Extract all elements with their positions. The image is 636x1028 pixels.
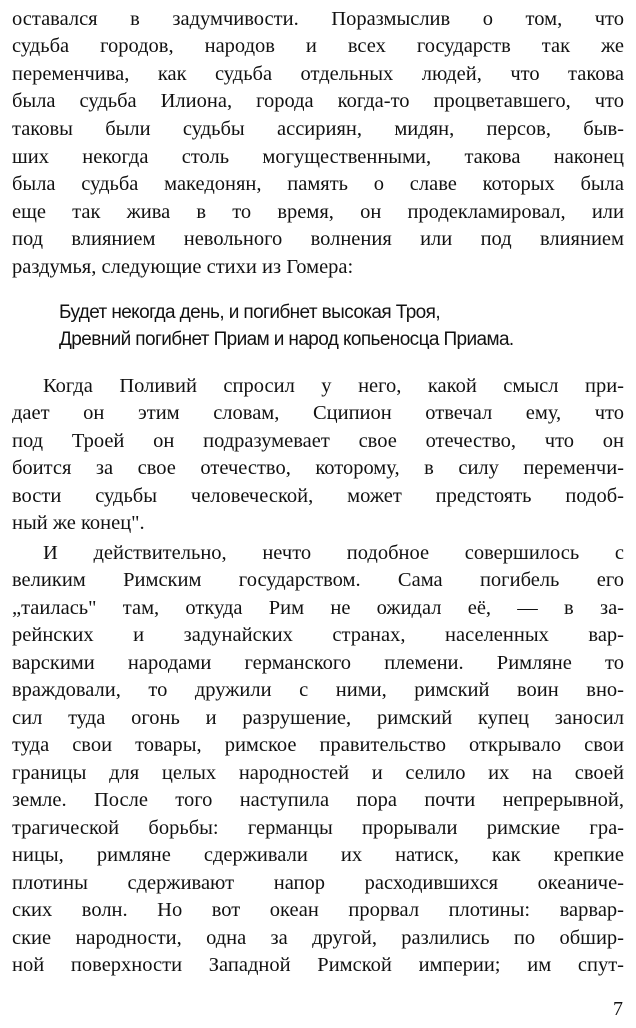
text-line: дает он этим словам, Сципион отвечал ему, что — [12, 402, 624, 424]
text-line: под влиянием невольного волнения или под влиянием — [12, 228, 624, 250]
text-line: ших некогда столь могущественными, такова наконец — [12, 146, 624, 168]
text-line: туда свои товары, римское правительство открывало свои — [12, 734, 624, 756]
text-line: была судьба Илиона, города когда-то процветавшего, что — [12, 90, 624, 112]
text-line: „таилась" там, откуда Рим не ожидал её, — в за- — [12, 597, 624, 619]
text-line: плотины сдерживают напор расходившихся океаниче- — [12, 872, 624, 894]
text-line: варскими народами германского племени. Римляне то — [12, 652, 624, 674]
text-line: переменчива, как судьба отдельных людей, что такова — [12, 63, 624, 85]
text-line: еще так жива в то время, он продекламировал, или — [12, 201, 624, 223]
text-line: земле. После того наступила пора почти непрерывной, — [12, 789, 624, 811]
text-line: таковы были судьбы ассириян, мидян, персов, быв- — [12, 118, 624, 140]
text-line: великим Римским государством. Сама погибель его — [12, 569, 624, 591]
verse-line: Будет некогда день, и погибнет высокая Троя, — [59, 302, 441, 323]
text-line: трагической борьбы: германцы прорывали римские гра- — [12, 817, 624, 839]
text-line: судьба городов, народов и всех государств так же — [12, 35, 624, 57]
text-line: враждовали, то дружили с ними, римский воин вно- — [12, 679, 624, 701]
text-line: раздумья, следующие стихи из Гомера: — [12, 256, 354, 278]
text-line: боится за свое отечество, которому, в силу переменчи- — [12, 457, 624, 479]
text-line: ницы, римляне сдерживали их натиск, как крепкие — [12, 844, 624, 866]
text-line: Когда Поливий спросил у него, какой смысл при- — [43, 375, 624, 397]
text-line: рейнских и задунайских странах, населенных вар- — [12, 624, 624, 646]
text-line: сил туда огонь и разрушение, римский купец заносил — [12, 707, 624, 729]
text-line: ские народности, одна за другой, разлились по обшир- — [12, 927, 624, 949]
text-line: оставался в задумчивости. Поразмыслив о том, что — [12, 8, 624, 30]
text-line: границы для целых народностей и селило их на своей — [12, 762, 624, 784]
verse-line: Древний погибнет Приам и народ копьеносца Приама. — [59, 329, 514, 350]
text-line: ный же конец". — [12, 512, 145, 534]
text-line: под Троей он подразумевает свое отечество, что он — [12, 430, 624, 452]
text-line: вости судьбы человеческой, может предстоять подоб- — [12, 485, 624, 507]
text-line: И действительно, нечто подобное совершилось с — [43, 542, 624, 564]
text-line: ной поверхности Западной Римской империи; им спут- — [12, 954, 624, 976]
text-line: ских волн. Но вот океан прорвал плотины: варвар- — [12, 899, 624, 921]
text-line: была судьба македонян, память о славе которых была — [12, 173, 624, 195]
page-number: 7 — [613, 998, 623, 1020]
